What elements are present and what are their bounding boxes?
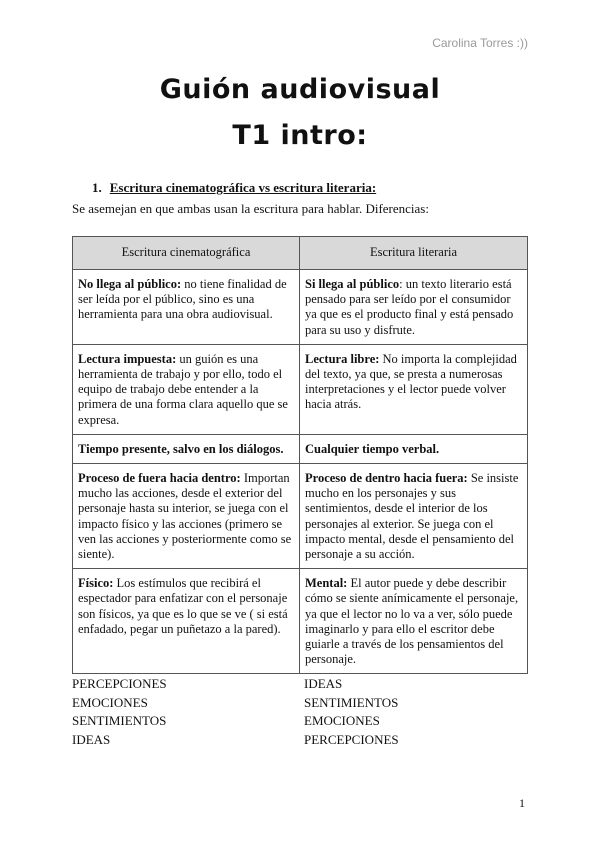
table-row bbox=[73, 270, 528, 345]
table-cell-cinematic bbox=[73, 569, 300, 674]
list-cinematic-order bbox=[72, 675, 167, 749]
table-header-cinematic: Escritura cinematográfica bbox=[73, 237, 300, 270]
page-number: 1 bbox=[519, 796, 525, 810]
list-item: EMOCIONES bbox=[304, 713, 380, 728]
list-literary-order bbox=[304, 675, 399, 749]
list-item: PERCEPCIONES bbox=[72, 676, 167, 691]
cell-bold-lead: Físico: bbox=[78, 576, 114, 591]
comparison-table bbox=[72, 236, 528, 674]
cell-bold-lead: Mental: bbox=[305, 576, 348, 591]
page-subtitle: T1 intro: bbox=[232, 120, 368, 151]
section-heading-text: Escritura cinematográfica vs escritura literaria: bbox=[109, 180, 377, 195]
cell-bold-lead: Lectura libre: bbox=[305, 351, 380, 366]
table-row bbox=[73, 344, 528, 434]
table-cell-literary bbox=[300, 569, 528, 674]
table-row bbox=[73, 464, 528, 569]
section-heading bbox=[92, 180, 376, 196]
table-cell-literary bbox=[300, 464, 528, 569]
list-item: IDEAS bbox=[72, 731, 111, 747]
cell-text: No importa la complejidad del texto, ya que, se presta a numerosas interpretaciones y el lector puede volver hacia atrás. bbox=[305, 351, 517, 412]
table-cell-cinematic bbox=[73, 344, 300, 434]
cell-text: no tiene finalidad de ser leída por el público, sino es una herramienta para una obra audiovisual. bbox=[78, 277, 287, 322]
table-header-row bbox=[73, 237, 528, 270]
table-row bbox=[73, 434, 528, 463]
cell-text: un guión es una herramienta de trabajo y por ello, todo el equipo de trabajo debe entender a la primera de una forma clara aquello que se expresa. bbox=[78, 351, 288, 427]
list-item: SENTIMIENTOS bbox=[72, 713, 167, 728]
table-cell-cinematic bbox=[73, 270, 300, 345]
cell-bold-lead: Proceso de fuera hacia dentro: bbox=[78, 471, 241, 486]
cell-bold-lead: Lectura impuesta: bbox=[78, 351, 177, 366]
table-cell-literary bbox=[300, 434, 528, 463]
cell-bold-lead: Cualquier tiempo verbal. bbox=[305, 441, 440, 456]
table-cell-cinematic bbox=[73, 434, 300, 463]
cell-bold-lead: No llega al público: bbox=[78, 277, 182, 291]
list-item: IDEAS bbox=[304, 676, 343, 691]
section-number: 1. bbox=[92, 180, 102, 195]
cell-text: Los estímulos que recibirá el espectador para enfatizar con el personaje son físicos, ya que es lo que se ve ( si está enfadado, pegar un puñetazo a la pared). bbox=[78, 576, 288, 636]
table-cell-cinematic bbox=[73, 464, 300, 569]
cell-text: : un texto literario está pensado para ser leído por el consumidor ya que es el producto final y está pensado para su uso y disfrute. bbox=[305, 277, 514, 337]
intro-paragraph: Se asemejan en que ambas usan la escritura para hablar. Diferencias: bbox=[72, 201, 429, 216]
cell-text: Importan mucho las acciones, desde el exterior del personaje hasta su interior, se juega con el impacto físico y las acciones (primero se ven las acciones y posteriormente como se siente). bbox=[78, 471, 292, 562]
page-title: Guión audiovisual bbox=[159, 74, 441, 105]
list-item: EMOCIONES bbox=[72, 694, 148, 710]
list-item: SENTIMIENTOS bbox=[304, 694, 399, 710]
list-item: PERCEPCIONES bbox=[304, 731, 399, 747]
table-row bbox=[73, 569, 528, 674]
author-header: Carolina Torres :)) bbox=[432, 36, 528, 50]
cell-bold-lead: Proceso de dentro hacia fuera: bbox=[305, 471, 468, 486]
table-header-literary: Escritura literaria bbox=[300, 237, 528, 270]
cell-text: El autor puede y debe describir cómo se siente anímicamente el personaje, ya que el lector no lo va a ver, sólo puede imaginarlo y para ello el escritor debe guiarle a través de los pensamientos del personaje. bbox=[305, 576, 519, 667]
cell-bold-lead: Tiempo presente, salvo en los diálogos. bbox=[78, 441, 284, 456]
cell-text: Se insiste mucho en los personajes y sus sentimientos, desde el interior de los personajes al exterior. Se juega con el impacto mental, desde el pensamiento del personaje a su acción. bbox=[305, 471, 519, 562]
cell-bold-lead: Si llega al público bbox=[305, 277, 400, 291]
table-cell-literary bbox=[300, 270, 528, 345]
table-cell-literary bbox=[300, 344, 528, 434]
